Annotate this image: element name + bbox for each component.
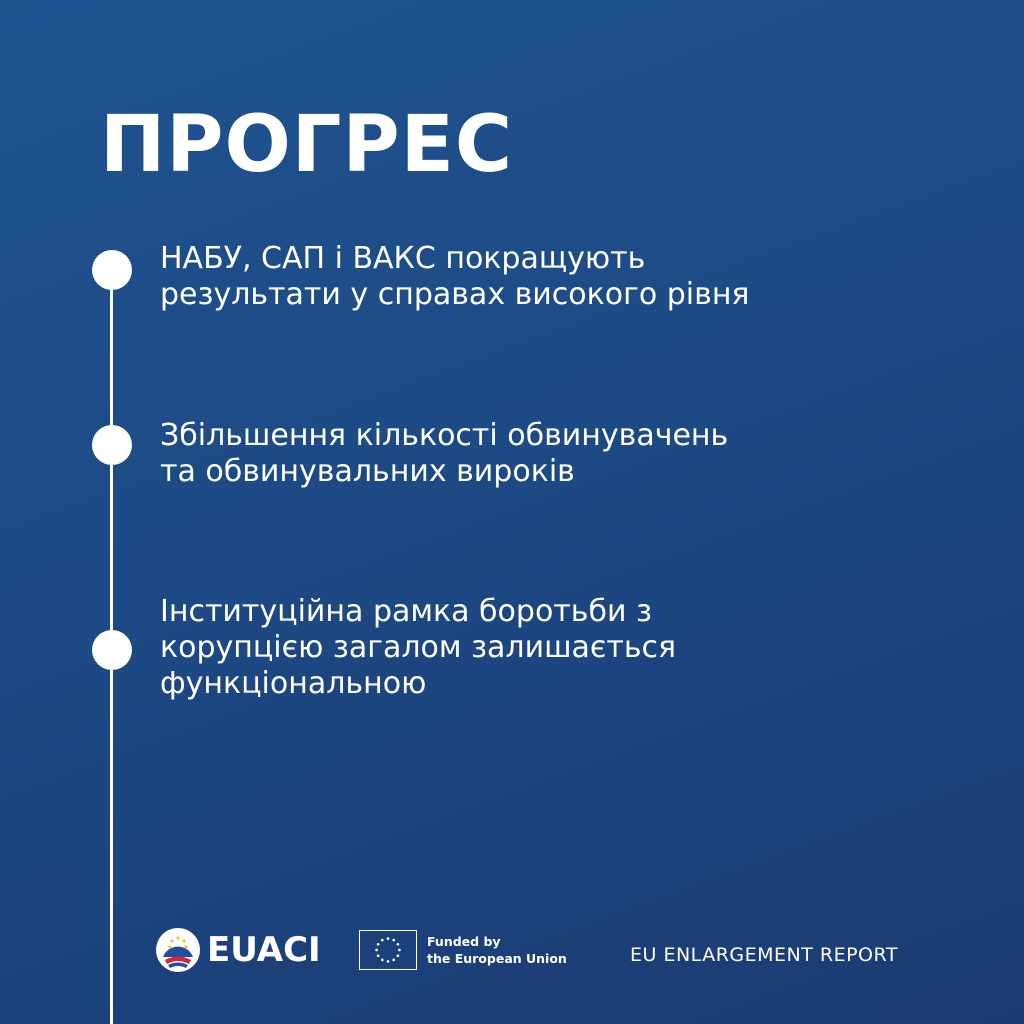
euaci-logo-icon bbox=[155, 927, 201, 973]
progress-item-2: Збільшення кількості обвинувачень та обвинувальних вироків bbox=[160, 418, 729, 489]
progress-item-3: Інституційна рамка боротьби з корупцією загалом залишається функціональною bbox=[160, 594, 677, 701]
report-label: EU ENLARGEMENT REPORT bbox=[630, 944, 898, 966]
timeline-dot-3 bbox=[92, 630, 132, 670]
timeline-dot-2 bbox=[92, 425, 132, 465]
page-title: ПРОГРЕС bbox=[100, 100, 514, 190]
eu-funding-badge bbox=[359, 925, 567, 975]
eu-stars-flag-icon bbox=[359, 930, 417, 970]
euaci-label: EUACI bbox=[207, 930, 321, 970]
timeline-dot-1 bbox=[92, 250, 132, 290]
progress-item-1: НАБУ, САП і ВАКС покращують результати у справах високого рівня bbox=[160, 241, 750, 312]
eu-funding-label: Funded by the European Union bbox=[427, 934, 567, 966]
euaci-brand bbox=[155, 925, 321, 975]
